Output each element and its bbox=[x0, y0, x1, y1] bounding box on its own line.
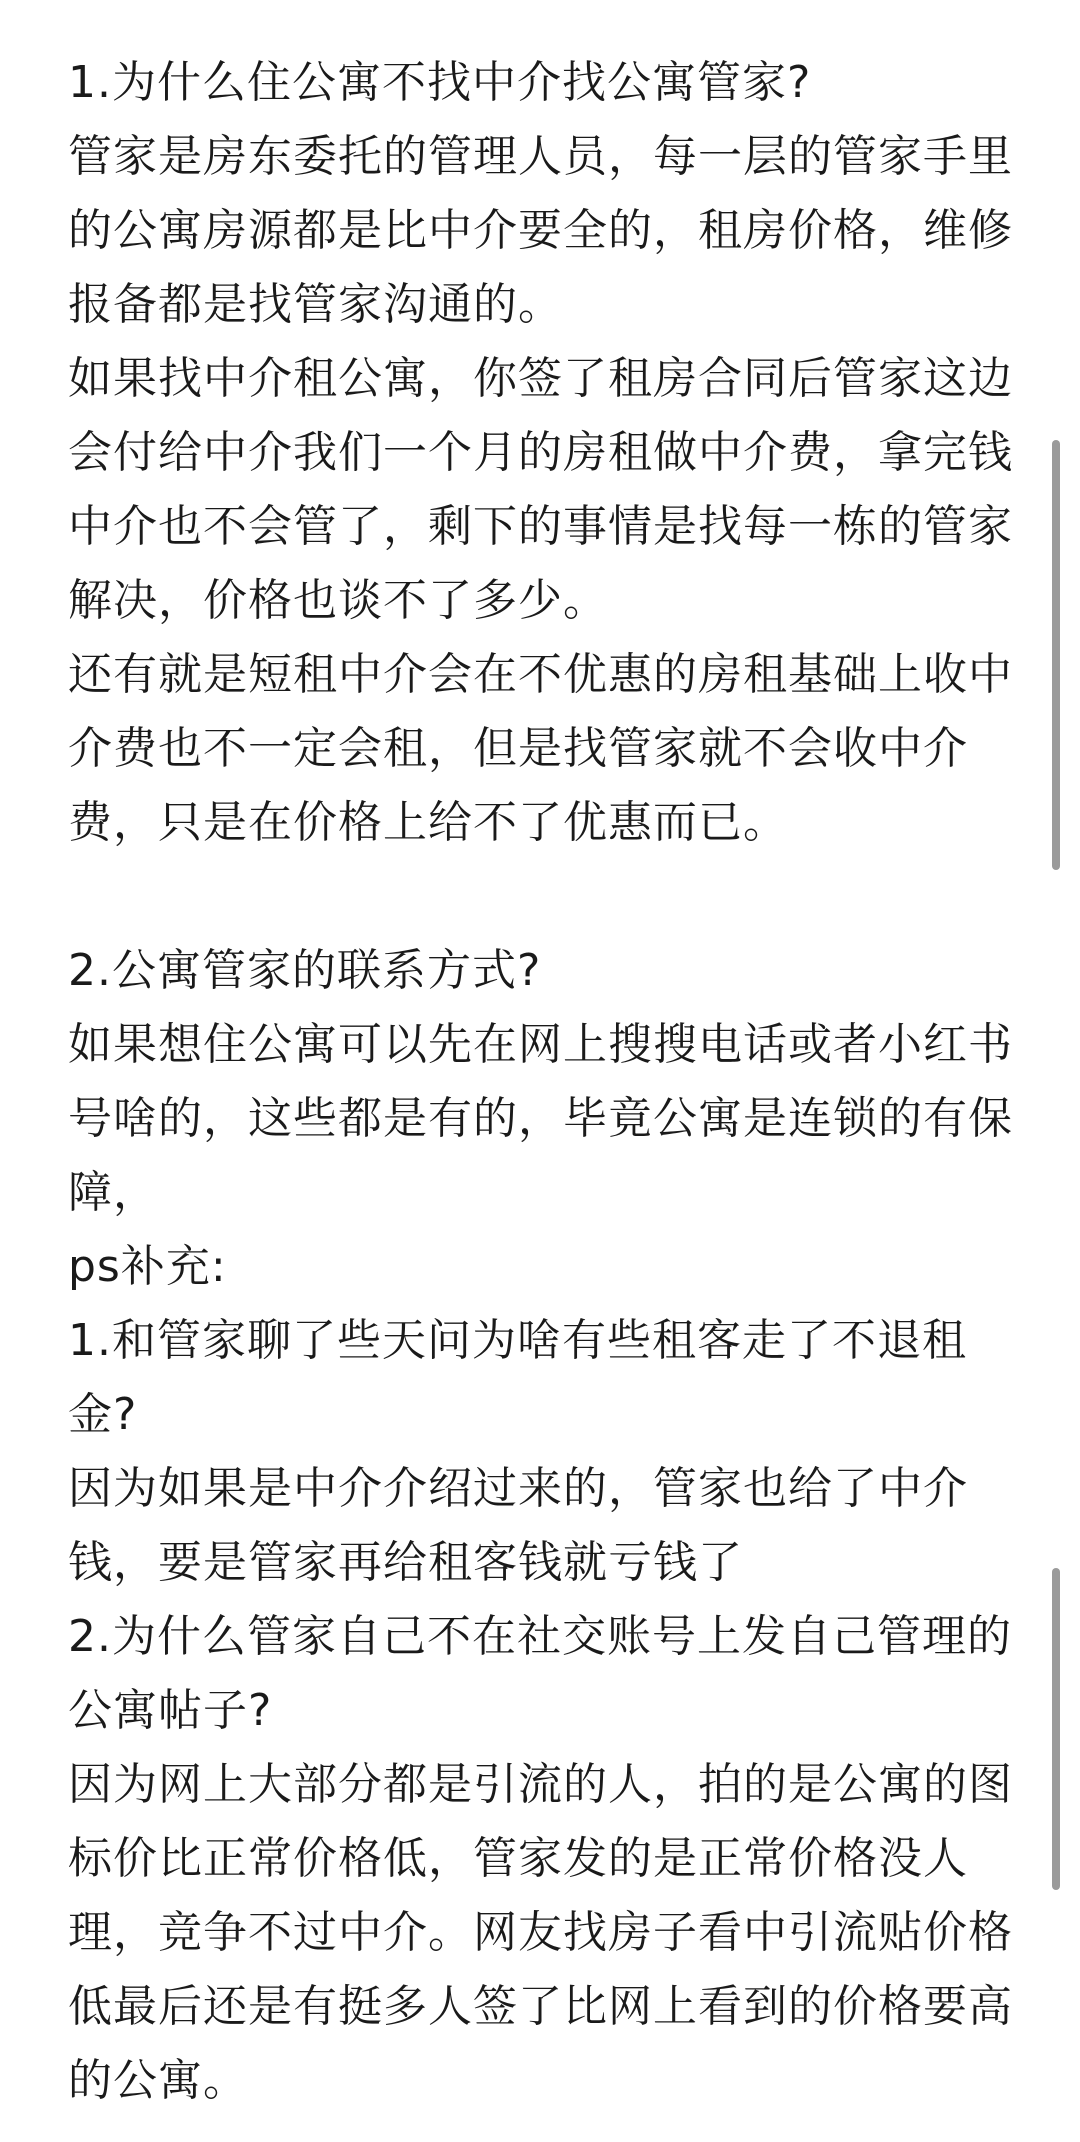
text-line: 障， bbox=[68, 1167, 158, 1218]
text-line: 因为网上大部分都是引流的人，拍的是公寓的图 bbox=[68, 1759, 1013, 1810]
text-line: 因为如果是中介介绍过来的，管家也给了中介 bbox=[68, 1463, 968, 1514]
text-line: 解决，价格也谈不了多少。 bbox=[68, 575, 608, 626]
ps-heading: ps补充: bbox=[68, 1241, 227, 1292]
text-line: 报备都是找管家沟通的。 bbox=[68, 279, 563, 330]
text-line: 的公寓房源都是比中介要全的，租房价格，维修 bbox=[68, 205, 1013, 256]
question-2-title: 2.公寓管家的联系方式? bbox=[68, 945, 542, 996]
text-line: 中介也不会管了，剩下的事情是找每一栋的管家 bbox=[68, 501, 1013, 552]
ps-question-2: 公寓帖子? bbox=[68, 1685, 273, 1736]
question-1-title: 1.为什么住公寓不找中介找公寓管家? bbox=[68, 57, 812, 108]
text-line: 还有就是短租中介会在不优惠的房租基础上收中 bbox=[68, 649, 1013, 700]
ps-question-2: 2.为什么管家自己不在社交账号上发自己管理的 bbox=[68, 1611, 1012, 1662]
ps-question-1: 金? bbox=[68, 1389, 138, 1440]
text-line: 号啥的，这些都是有的，毕竟公寓是连锁的有保 bbox=[68, 1093, 1013, 1144]
text-line: 钱，要是管家再给租客钱就亏钱了 bbox=[68, 1537, 743, 1588]
text-line: 如果想住公寓可以先在网上搜搜电话或者小红书 bbox=[68, 1019, 1013, 1070]
text-line: 标价比正常价格低，管家发的是正常价格没人 bbox=[68, 1833, 968, 1884]
scrollbar-thumb-top[interactable] bbox=[1052, 440, 1060, 870]
text-line: 的公寓。 bbox=[68, 2055, 248, 2106]
text-line: 会付给中介我们一个月的房租做中介费，拿完钱 bbox=[68, 427, 1013, 478]
scrollbar-thumb-bottom[interactable] bbox=[1052, 1568, 1060, 1890]
ps-question-1: 1.和管家聊了些天问为啥有些租客走了不退租 bbox=[68, 1315, 967, 1366]
text-line: 如果找中介租公寓，你签了租房合同后管家这边 bbox=[68, 353, 1013, 404]
text-line: 低最后还是有挺多人签了比网上看到的价格要高 bbox=[68, 1981, 1013, 2032]
text-line: 管家是房东委托的管理人员，每一层的管家手里 bbox=[68, 131, 1013, 182]
text-line: 介费也不一定会租，但是找管家就不会收中介 bbox=[68, 723, 968, 774]
text-line: 费，只是在价格上给不了优惠而已。 bbox=[68, 797, 788, 848]
text-line: 理，竞争不过中介。网友找房子看中引流贴价格 bbox=[68, 1907, 1013, 1958]
